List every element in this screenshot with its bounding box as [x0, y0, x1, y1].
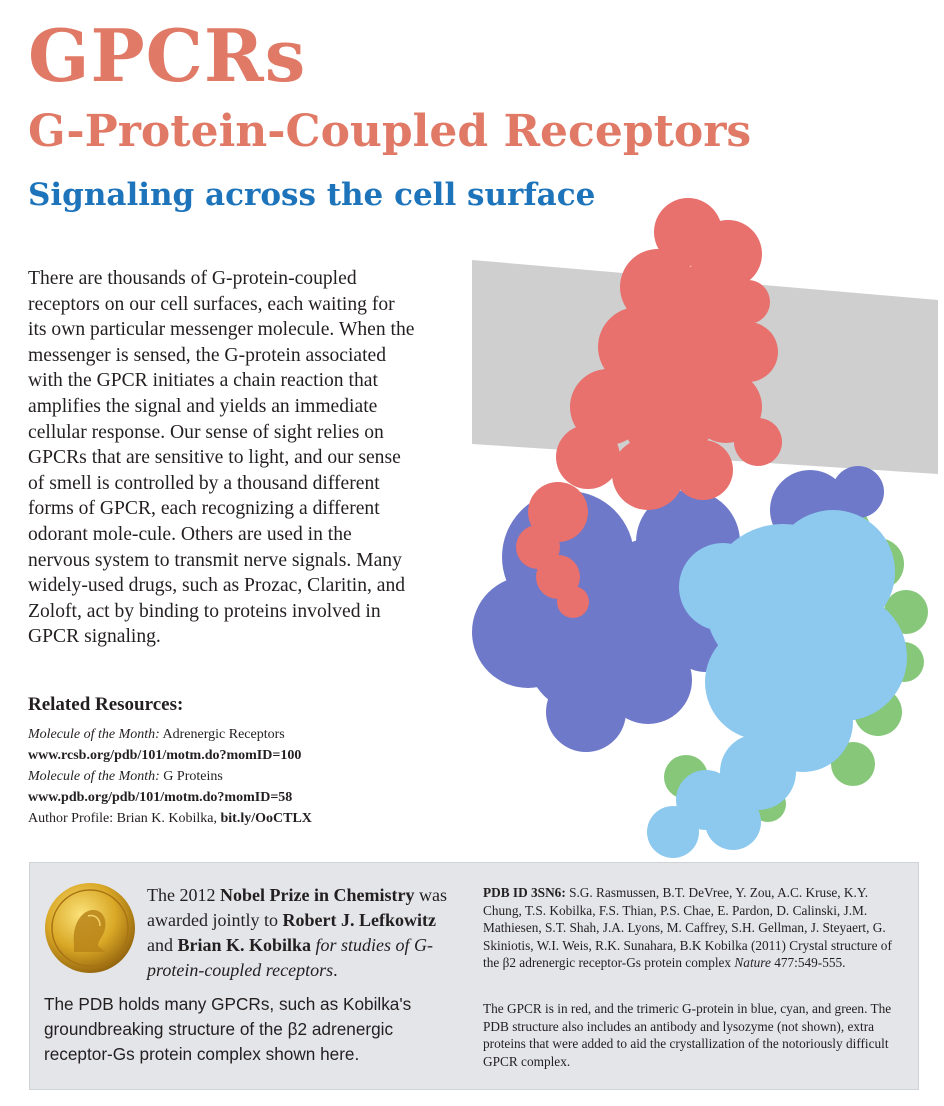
- nobel-reason: for studies of G-protein-coupled receptors: [147, 935, 434, 980]
- nobel-prize-name: Nobel Prize in Chemistry: [219, 885, 415, 905]
- nobel-prize-text: [147, 883, 463, 983]
- resource-link-gproteins[interactable]: www.pdb.org/pdb/101/motm.do?momID=58: [28, 790, 293, 805]
- motm-label: Molecule of the Month:: [28, 727, 160, 742]
- pdb-note: The PDB holds many GPCRs, such as Kobilka's groundbreaking structure of the β2 adrenergic receptor-Gs protein complex shown here.: [44, 994, 412, 1064]
- laureate-kobilka: Brian K. Kobilka: [177, 935, 312, 955]
- nobel-awarded: was awarded jointly to: [147, 885, 447, 930]
- citation-journal: Nature: [734, 955, 771, 971]
- author-profile-label: Author Profile: Brian K. Kobilka,: [28, 811, 221, 826]
- page-subtitle: G-Protein-Coupled Receptors: [28, 106, 752, 157]
- resource-item-gproteins: [28, 766, 448, 787]
- related-resources-list: [28, 724, 448, 829]
- author-profile: [28, 808, 448, 829]
- laureate-lefkowitz: Robert J. Lefkowitz: [282, 910, 436, 930]
- citation-ref: 477:549-555.: [770, 955, 846, 971]
- related-resources-heading: Related Resources:: [28, 694, 184, 715]
- resource-topic: Adrenergic Receptors: [159, 727, 285, 742]
- motm-label: Molecule of the Month:: [28, 769, 160, 784]
- structure-citation: [483, 884, 903, 972]
- resource-link-adrenergic[interactable]: www.rcsb.org/pdb/101/motm.do?momID=100: [28, 748, 302, 763]
- nobel-medal-image: [44, 882, 136, 974]
- citation-pdb-id: PDB ID 3SN6:: [483, 885, 566, 900]
- intro-paragraph: There are thousands of G-protein-coupled receptors on our cell surfaces, each waiting for its own particular messenger molecule. When the messenger is sensed, the G-protein associated with the GPCR initiates a chain reaction that amplifies the signal and yields an immediate cellular response. Our sense of sight relies on GPCRs that are sensitive to light, and our sense of smell is controlled by a thousand different forms of GPCR, each recognizing a different odorant mole-cule. Others are used in the nervous system to transmit nerve signals. Many widely-used drugs, such as Prozac, Claritin, and Zoloft, act by binding to proteins involved in GPCR signaling.: [28, 268, 415, 648]
- resource-item-adrenergic: [28, 724, 448, 745]
- citation-authors: S.G. Rasmussen, B.T. DeVree, Y. Zou, A.C. Kruse, K.Y. Chung, T.S. Kobilka, F.S. Thian, P.S. Chae, E. Pardon, D. Calinski, J.M. Mathiesen, S.T. Shah, J.A. Lyons, M. Caffrey, S.H. Gellman, J. Steyaert, G. Skiniotis, W.I. Weis, R.K. Sunahara, B.K Kobilka (2011) Crystal structure of the β2 adrenergic receptor-Gs protein complex: [483, 885, 892, 971]
- page-tagline: Signaling across the cell surface: [28, 177, 596, 213]
- resource-topic: G Proteins: [159, 769, 223, 784]
- nobel-intro: The 2012: [147, 885, 220, 905]
- figure-caption: The GPCR is in red, and the trimeric G-protein in blue, cyan, and green. The PDB structure also includes an antibody and lysozyme (not shown), extra proteins that were added to aid the crystallization of the notoriously difficult GPCR complex.: [483, 1001, 892, 1069]
- nobel-and: and: [147, 935, 178, 955]
- gpcr-structure-illustration: [458, 192, 944, 882]
- author-profile-link[interactable]: bit.ly/OoCTLX: [220, 811, 312, 826]
- page-title: GPCRs: [28, 13, 307, 98]
- nobel-end: .: [333, 960, 338, 980]
